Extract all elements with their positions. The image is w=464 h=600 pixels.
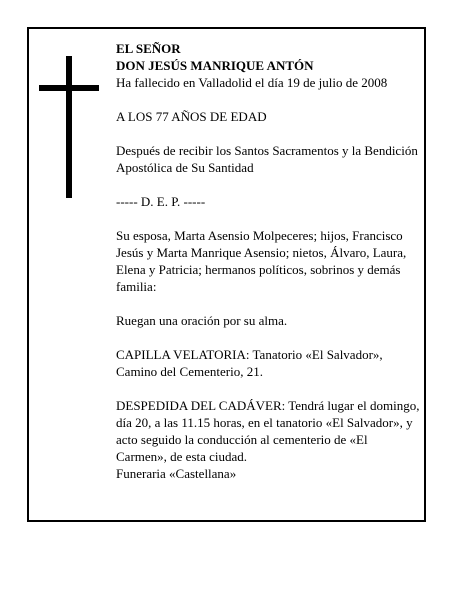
cross-horizontal-bar [39, 85, 99, 91]
chapel-info: CAPILLA VELATORIA: Tanatorio «El Salvador», Camino del Cementerio, 21. [116, 347, 383, 379]
obituary-text [116, 40, 421, 482]
obituary-card [27, 27, 426, 522]
rip-line: ----- D. E. P. ----- [116, 194, 206, 209]
cross-vertical-bar [66, 56, 72, 198]
title-line-1: EL SEÑOR [116, 41, 181, 56]
farewell-info: DESPEDIDA DEL CADÁVER: Tendrá lugar el domingo, día 20, a las 11.15 horas, en el tanatorio «El Salvador», y acto seguido la conducción al cementerio de «El Carmen», de esta ciudad. [116, 398, 420, 464]
family-statement: Su esposa, Marta Asensio Molpeceres; hijos, Francisco Jesús y Marta Manrique Asensio; nietos, Álvaro, Laura, Elena y Patricia; hermanos políticos, sobrinos y demás familia: [116, 228, 407, 294]
sacraments-statement: Después de recibir los Santos Sacramentos y la Bendición Apostólica de Su Santidad [116, 143, 418, 175]
death-statement: Ha fallecido en Valladolid el día 19 de julio de 2008 [116, 75, 388, 90]
prayer-request: Ruegan una oración por su alma. [116, 313, 288, 328]
deceased-name: DON JESÚS MANRIQUE ANTÓN [116, 58, 314, 73]
cross-icon [39, 56, 99, 198]
funeral-home: Funeraria «Castellana» [116, 466, 237, 481]
age-statement: A LOS 77 AÑOS DE EDAD [116, 109, 267, 124]
